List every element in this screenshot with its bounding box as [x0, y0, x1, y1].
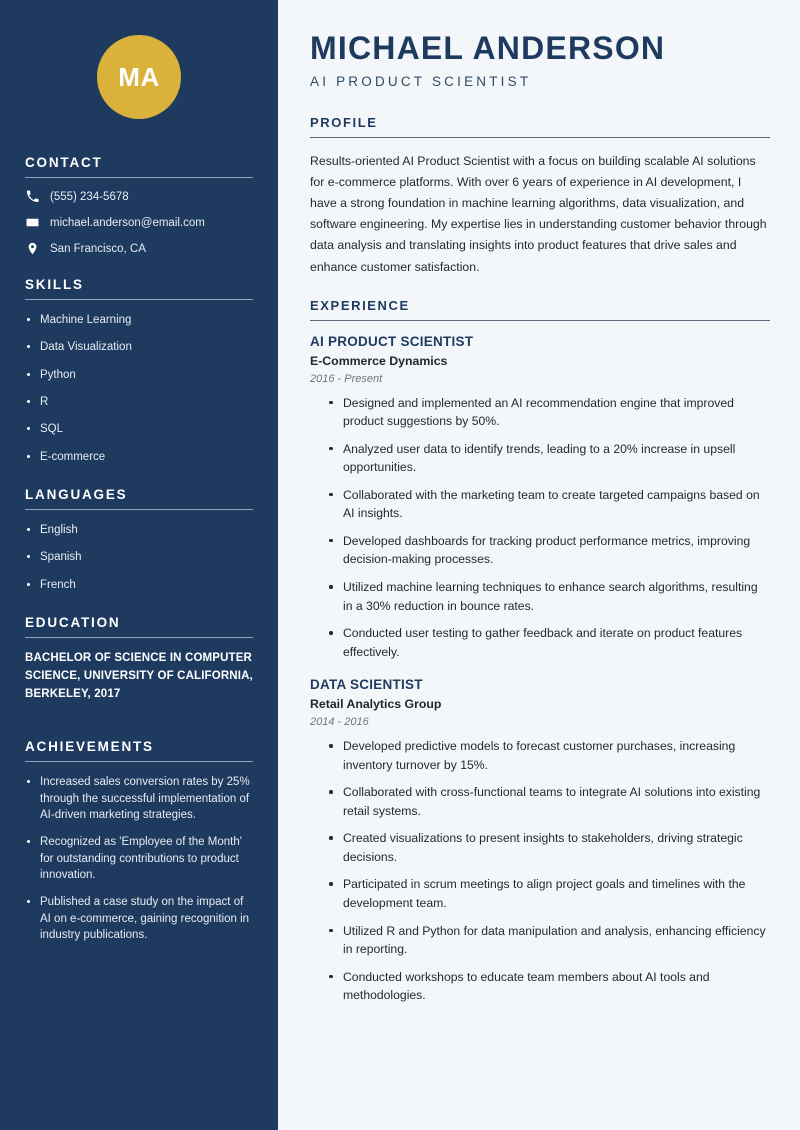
list-item: Recognized as 'Employee of the Month' for outstanding contributions to product innovation. — [25, 834, 253, 883]
heading-profile: PROFILE — [310, 114, 378, 130]
sidebar-heading-skills: SKILLS — [25, 277, 84, 292]
list-item: Conducted user testing to gather feedback and iterate on product features effectively. — [328, 624, 770, 661]
heading-experience: EXPERIENCE — [310, 297, 410, 313]
divider — [25, 509, 253, 510]
sidebar-section-achievements — [22, 739, 256, 943]
list-item: Participated in scrum meetings to align project goals and timelines with the development team. — [328, 875, 770, 912]
contact-value-email: michael.anderson@email.com — [50, 216, 205, 229]
sidebar-section-languages — [22, 487, 256, 593]
job-role-subtitle: AI PRODUCT SCIENTIST — [310, 73, 532, 89]
list-item: Collaborated with the marketing team to create targeted campaigns based on AI insights. — [328, 486, 770, 523]
sidebar — [0, 0, 278, 1130]
main-content — [278, 0, 800, 1130]
languages-list — [22, 522, 256, 593]
list-item: E-commerce — [25, 449, 253, 465]
divider — [310, 137, 770, 138]
envelope-icon — [25, 216, 39, 229]
contact-value-phone: (555) 234-5678 — [50, 190, 129, 203]
contact-value-location: San Francisco, CA — [50, 242, 146, 255]
avatar: MA — [97, 35, 181, 119]
experience-title: AI PRODUCT SCIENTIST — [310, 333, 474, 349]
list-item: Designed and implemented an AI recommendation engine that improved product suggestions by 50%. — [328, 394, 770, 431]
experience-company: Retail Analytics Group — [310, 697, 442, 712]
divider — [25, 637, 253, 638]
section-experience — [310, 298, 770, 1005]
list-item: R — [25, 394, 253, 410]
sidebar-heading-contact: CONTACT — [25, 155, 103, 170]
achievements-list — [22, 774, 256, 943]
sidebar-heading-languages: LANGUAGES — [25, 486, 128, 502]
experience-bullets — [310, 737, 770, 1005]
location-pin-icon — [25, 242, 39, 255]
list-item: Analyzed user data to identify trends, leading to a 20% increase in upsell opportunities. — [328, 440, 770, 477]
education-entry: BACHELOR OF SCIENCE IN COMPUTER SCIENCE, UNIVERSITY OF CALIFORNIA, BERKELEY, 2017 — [25, 651, 253, 700]
divider — [25, 761, 253, 762]
contact-item-phone[interactable] — [22, 190, 256, 203]
experience-dates: 2016 - Present — [310, 372, 383, 385]
divider — [25, 177, 253, 178]
list-item: French — [25, 577, 253, 593]
sidebar-section-education — [22, 615, 256, 703]
experience-bullets — [310, 394, 770, 662]
list-item: SQL — [25, 421, 253, 437]
phone-icon — [25, 190, 39, 203]
contact-item-location[interactable] — [22, 242, 256, 255]
list-item: Developed predictive models to forecast customer purchases, increasing inventory turnover by 15%. — [328, 737, 770, 774]
experience-company: E-Commerce Dynamics — [310, 353, 448, 368]
avatar-container — [22, 0, 256, 155]
list-item: Machine Learning — [25, 312, 253, 328]
list-item: Spanish — [25, 549, 253, 565]
list-item: Increased sales conversion rates by 25% through the successful implementation of AI-driven marketing strategies. — [25, 774, 253, 823]
sidebar-heading-achievements: ACHIEVEMENTS — [25, 739, 154, 755]
list-item: Utilized machine learning techniques to enhance search algorithms, resulting in a 30% reduction in bounce rates. — [328, 578, 770, 615]
experience-entry — [310, 677, 770, 1005]
contact-item-email[interactable] — [22, 216, 256, 229]
list-item: Data Visualization — [25, 339, 253, 355]
experience-entry — [310, 334, 770, 662]
sidebar-section-skills — [22, 277, 256, 465]
experience-title: DATA SCIENTIST — [310, 677, 423, 693]
list-item: Created visualizations to present insights to stakeholders, driving strategic decisions. — [328, 829, 770, 866]
sidebar-heading-education: EDUCATION — [25, 614, 121, 630]
list-item: Python — [25, 367, 253, 383]
page-title: MICHAEL ANDERSON — [310, 30, 666, 66]
profile-text: Results-oriented AI Product Scientist with a focus on building scalable AI solutions for e-commerce platforms. With over 6 years of experience in AI development, I have a strong foundation in machine learning algorithms, data visualization, and software engineering. My expertise lies in understanding customer behavior through data analysis and translating insights into product features that drive sales and enhance customer satisfaction. — [310, 153, 767, 274]
list-item: Utilized R and Python for data manipulation and analysis, enhancing efficiency in reporting. — [328, 922, 770, 959]
list-item: Published a case study on the impact of AI on e-commerce, gaining recognition in industry publications. — [25, 894, 253, 943]
list-item: Developed dashboards for tracking product performance metrics, improving decision-making processes. — [328, 532, 770, 569]
list-item: Conducted workshops to educate team members about AI tools and methodologies. — [328, 968, 770, 1005]
skills-list — [22, 312, 256, 465]
experience-dates: 2014 - 2016 — [310, 716, 369, 729]
list-item: Collaborated with cross-functional teams to integrate AI solutions into existing retail systems. — [328, 783, 770, 820]
list-item: English — [25, 522, 253, 538]
section-profile — [310, 115, 770, 278]
sidebar-section-contact — [22, 155, 256, 255]
divider — [310, 320, 770, 321]
divider — [25, 299, 253, 300]
